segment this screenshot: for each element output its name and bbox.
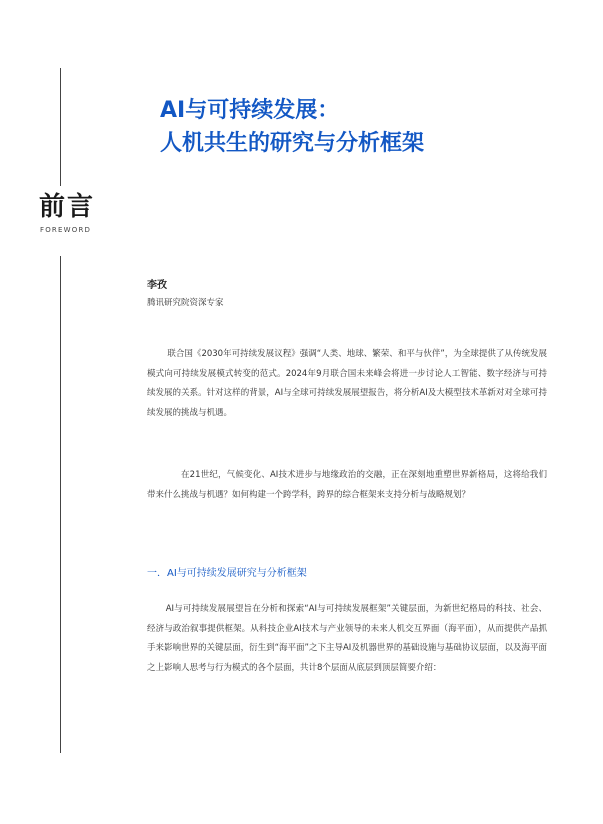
paragraph-3: AI与可持续发展展望旨在分析和探索“AI与可持续发展框架”关键层面，为新世纪格局的科技、社会、经济与政治叙事提供框架。从科技企业AI技术与产业领导的未来人机交互界面（海平面），从而提供产品抓手来影响世界的关键层面，衍生到“海平面”之下主导AI及机器世界的基础设施与基础协议层面，以及海平面之上影响人思考与行为模式的各个层面，共计8个层面从底层到顶层简要介绍： <box>147 604 547 673</box>
page-title-line-1: AI与可持续发展： <box>160 98 340 123</box>
section-heading: 一．AI与可持续发展研究与分析框架 <box>147 568 307 579</box>
paragraph-1: 联合国《2030年可持续发展议程》强调“人类、地球、繁荣、和平与伙伴”，为全球提供了从传统发展模式向可持续发展模式转变的范式。2024年9月联合国未来峰会将进一步讨论人工智能、数字经济与可持续发展的关系。针对这样的背景，AI与全球可持续发展展望报告，将分析AI及大模型技术革新对对全球可持续发展的挑战与机遇。 <box>147 349 547 418</box>
page-title-line-2: 人机共生的研究与分析框架 <box>160 131 425 156</box>
author-name: 李孜 <box>147 280 167 291</box>
sidebar-subtitle: FOREWORD <box>40 226 92 234</box>
sidebar-title: 前言 <box>39 192 96 222</box>
sidebar-rule-bottom <box>60 256 61 753</box>
paragraph-2: 在21世纪，气候变化、AI技术进步与地缘政治的交融，正在深刻地重塑世界新格局，这将给我们带来什么挑战与机遇？如何构建一个跨学科，跨界的综合框架来支持分析与战略规划？ <box>147 470 547 500</box>
author-role: 腾讯研究院资深专家 <box>147 298 224 308</box>
sidebar-rule-top <box>60 68 61 186</box>
page-title <box>160 94 424 160</box>
